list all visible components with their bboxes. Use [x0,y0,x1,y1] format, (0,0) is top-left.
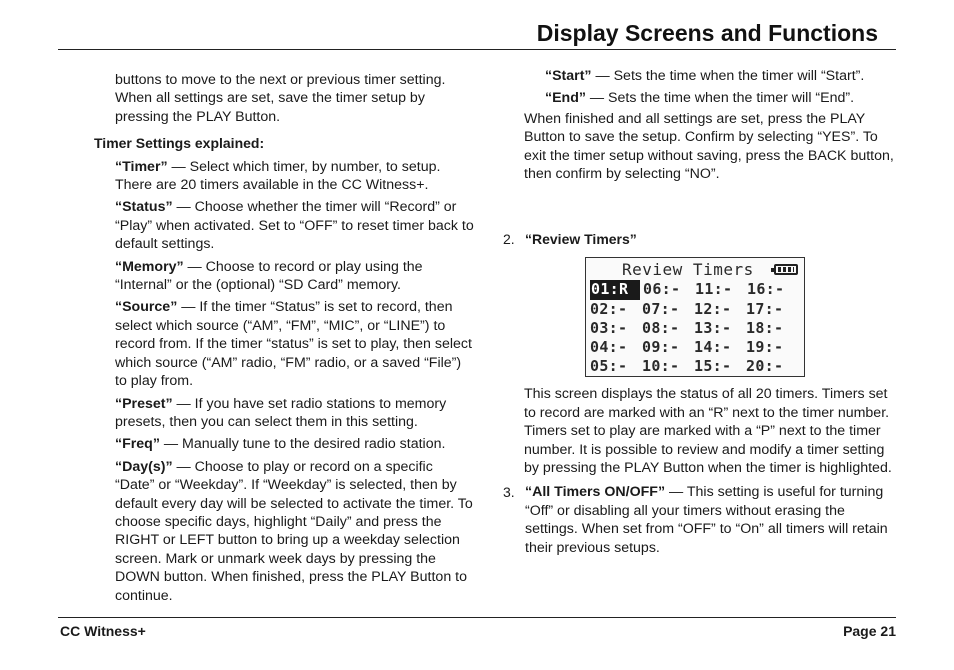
setting-term: “Day(s)” [115,458,173,475]
timer-cell: 13:- [694,318,732,337]
section-number: 2. [503,231,515,248]
setting-term: “Start” [545,68,592,84]
setting-term: “Status” [115,199,173,216]
section-review-timers [503,231,898,247]
timer-row [590,319,799,338]
timer-row [590,280,799,299]
setting-preset [94,395,474,432]
footer-product-name: CC Witness+ [60,623,146,639]
lcd-screenshot [503,257,898,377]
timer-cell: 14:- [694,338,732,356]
timer-cell: 04:- [590,338,628,356]
timer-cell: 20:- [746,357,784,376]
section-all-timers [503,483,898,557]
setting-days [94,458,474,605]
timer-cell: 17:- [746,299,784,318]
setting-term: “End” [545,90,586,107]
setting-desc: — If you have set radio stations to memory presets, then you can select them in this setting. [115,395,447,430]
timer-cell: 09:- [642,338,680,356]
setting-timer [94,158,474,195]
left-column [94,71,474,605]
footer-rule [58,617,896,618]
timer-row [590,357,799,376]
setting-desc: — Sets the time when the timer will “End”. [585,90,855,107]
setting-desc: — Choose to record or play using the “Internal” or the (optional) “SD Card” memory. [115,258,423,294]
timer-cell: 12:- [694,299,732,318]
timer-cell: 03:- [590,318,628,337]
section-body [525,483,898,557]
section-term: “All Timers ON/OFF” [525,484,666,501]
setting-desc: — Choose to play or record on a specific “Date” or “Weekday”. If “Weekday” is selected, then by default every day will be selected to activate the timer. To choose specific days, highlight “Daily” and press the RIGHT or LEFT button to bring up a weekday selection screen. Mark or unmark week days by pressing the DOWN button. When finished, press the PLAY Button to continue. [115,458,473,604]
timer-cell: 10:- [642,357,680,376]
setting-desc: — If the timer “Status” is set to record, then select which source (“AM”, “FM”, “MIC”, or “LINE”) to record from. If the timer “status” is set to play, then select which source (“AM” radio, “FM” radio, or a saved “File”) to play from. [115,299,472,390]
setting-desc: — Manually tune to the desired radio station. [159,436,446,453]
setting-term: “Preset” [115,395,173,412]
timer-cell: 02:- [590,299,628,318]
timer-cell-selected: 01:R [590,280,640,299]
intro-paragraph: buttons to move to the next or previous timer setting. When all settings are set, save the timer setup by pressing the PLAY Button. [115,72,446,125]
timer-cell: 19:- [746,338,784,356]
timer-cell: 05:- [590,357,628,376]
timer-cell: 07:- [642,299,680,318]
right-column [503,67,898,557]
setting-status [94,198,474,253]
timer-cell: 08:- [642,318,680,337]
section-title: “Review Timers” [525,231,637,248]
setting-term: “Timer” [115,158,168,175]
timer-cell: 06:- [643,280,681,299]
setting-desc: — Select which timer, by number, to setup. There are 20 timers available in the CC Witness+. [115,158,441,194]
page-title: Display Screens and Functions [536,20,878,46]
setting-desc: — Sets the time when the timer will “Start”. [591,68,865,84]
finish-paragraph: When finished and all settings are set, press the PLAY Button to save the setup. Confirm by selecting “YES”. To exit the timer setup without saving, press the BACK button, then confirm by selecting “NO”. [524,110,894,183]
timer-row [590,300,799,319]
setting-source [94,298,474,390]
page-number: Page 21 [843,623,896,639]
timer-cell: 11:- [695,280,733,299]
review-timers-screen [585,257,805,377]
setting-freq [94,435,474,453]
timer-cell: 15:- [694,357,732,376]
setting-end [503,89,898,107]
timer-settings-heading: Timer Settings explained: [94,135,265,152]
timer-grid [590,280,799,376]
setting-start [503,67,898,85]
header-rule [58,49,896,50]
setting-desc: — Choose whether the timer will “Record” or “Play” when activated. Set to “OFF” to reset timer back to default settings. [115,199,474,253]
section-number: 3. [503,484,515,501]
section-desc: — This setting is useful for turning “Off” or disabling all your timers without erasing the settings. When set from “OFF” to “On” all timers will retain their previous setups. [525,484,888,556]
timer-cell: 18:- [746,318,784,337]
setting-term: “Freq” [115,436,160,453]
battery-icon [774,264,798,275]
setting-memory [94,258,474,295]
timer-cell: 16:- [747,280,785,299]
timer-row [590,338,799,357]
review-paragraph: This screen displays the status of all 20 timers. Timers set to record are marked with an “R” next to the timer number. Timers set to play are marked with a “P” next to the timer number. It is possible to review and modify a timer setting by pressing the PLAY Button when the timer is highlighted. [524,386,892,477]
setting-term: “Source” [115,299,178,316]
setting-term: “Memory” [115,258,184,275]
lcd-title: Review Timers [622,260,754,280]
